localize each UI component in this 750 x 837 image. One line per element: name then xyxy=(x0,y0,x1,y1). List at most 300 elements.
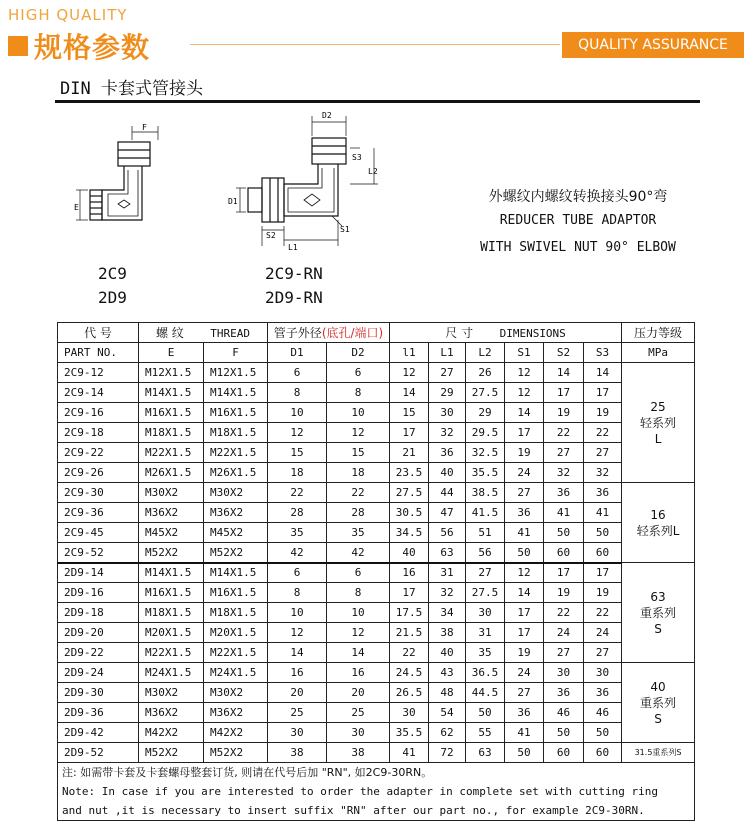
header2-cell: E xyxy=(139,343,204,363)
table-cell: 20 xyxy=(268,683,327,703)
table-cell: M30X2 xyxy=(139,483,204,503)
table-cell: M16X1.5 xyxy=(204,583,268,603)
table-cell: 51 xyxy=(466,523,505,543)
table-row xyxy=(58,743,695,763)
table-cell: 6 xyxy=(327,363,390,383)
table-row xyxy=(58,583,695,603)
part-no-cell: 2C9-52 xyxy=(58,543,139,563)
table-cell: 16 xyxy=(327,663,390,683)
table-cell: 17 xyxy=(505,603,544,623)
table-cell: M18X1.5 xyxy=(139,603,204,623)
table-cell: M26X1.5 xyxy=(139,463,204,483)
table-cell: 22 xyxy=(390,643,429,663)
table-cell: 14 xyxy=(544,363,584,383)
table-cell: 29 xyxy=(429,383,466,403)
table-cell: M30X2 xyxy=(139,683,204,703)
header-tube-od-note: (底孔/端口) xyxy=(321,326,384,340)
table-cell: 10 xyxy=(327,603,390,623)
table-row xyxy=(58,543,695,563)
table-cell: 17 xyxy=(584,383,622,403)
part-no-cell: 2C9-45 xyxy=(58,523,139,543)
table-cell: 41.5 xyxy=(466,503,505,523)
dim-label-l1: L1 xyxy=(288,243,298,252)
table-row xyxy=(58,603,695,623)
table-cell: 16 xyxy=(268,663,327,683)
pressure-group-cell xyxy=(622,563,695,663)
part-no-cell: 2C9-14 xyxy=(58,383,139,403)
table-cell: 41 xyxy=(544,503,584,523)
table-cell: 8 xyxy=(327,583,390,603)
spec-table xyxy=(57,322,695,821)
header2-cell: L1 xyxy=(429,343,466,363)
part-no-cell: 2D9-36 xyxy=(58,703,139,723)
part-no-cell: 2C9-30 xyxy=(58,483,139,503)
table-cell: 60 xyxy=(584,543,622,563)
table-cell: 60 xyxy=(544,543,584,563)
table-row xyxy=(58,703,695,723)
header2-cell: MPa xyxy=(622,343,695,363)
table-cell: 27 xyxy=(505,483,544,503)
table-cell: 26 xyxy=(466,363,505,383)
table-cell: 17 xyxy=(584,563,622,583)
table-cell: 31 xyxy=(429,563,466,583)
table-cell: 32 xyxy=(584,463,622,483)
dim-label-s1: S1 xyxy=(340,225,350,234)
table-cell: M42X2 xyxy=(204,723,268,743)
table-cell: 36 xyxy=(544,483,584,503)
pressure-line: 16 xyxy=(650,507,666,522)
table-cell: 24 xyxy=(505,663,544,683)
table-cell: 18 xyxy=(327,463,390,483)
table-row xyxy=(58,423,695,443)
table-cell: 15 xyxy=(327,443,390,463)
table-cell: 41 xyxy=(584,503,622,523)
table-cell: 50 xyxy=(466,703,505,723)
pressure-line: 轻系列L xyxy=(636,523,680,538)
table-cell: M52X2 xyxy=(139,743,204,763)
table-cell: 60 xyxy=(584,743,622,763)
elbow-drawing-right xyxy=(228,108,388,253)
description-cn: 外螺纹内螺纹转换接头90°弯 xyxy=(488,189,668,205)
table-row xyxy=(58,643,695,663)
table-cell: 23.5 xyxy=(390,463,429,483)
table-cell: M45X2 xyxy=(139,523,204,543)
table-cell: 14 xyxy=(390,383,429,403)
table-cell: 60 xyxy=(544,743,584,763)
section-subtitle: DIN 卡套式管接头 xyxy=(60,79,203,99)
part-no-cell: 2C9-12 xyxy=(58,363,139,383)
part-no-cell: 2D9-20 xyxy=(58,623,139,643)
header2-cell: L2 xyxy=(466,343,505,363)
table-cell: 27 xyxy=(584,443,622,463)
table-cell: 35.5 xyxy=(390,723,429,743)
table-cell: 38 xyxy=(429,623,466,643)
table-row xyxy=(58,463,695,483)
table-cell: 36 xyxy=(544,683,584,703)
table-row xyxy=(58,483,695,503)
table-cell: 41 xyxy=(505,523,544,543)
table-cell: 46 xyxy=(584,703,622,723)
part-no-cell: 2C9-18 xyxy=(58,423,139,443)
table-cell: 44 xyxy=(429,483,466,503)
part-no-cell: 2C9-16 xyxy=(58,403,139,423)
part-no-cell: 2C9-22 xyxy=(58,443,139,463)
table-cell: 28 xyxy=(327,503,390,523)
pressure-line: 31.5重系列S xyxy=(634,747,682,757)
description-en-2: WITH SWIVEL NUT 90° ELBOW xyxy=(480,240,676,255)
table-cell: 6 xyxy=(268,363,327,383)
quality-badge: QUALITY ASSURANCE xyxy=(562,32,744,58)
part-no-cell: 2C9-36 xyxy=(58,503,139,523)
table-cell: M24X1.5 xyxy=(204,663,268,683)
table-row xyxy=(58,523,695,543)
table-cell: M36X2 xyxy=(204,503,268,523)
table-cell: 12 xyxy=(327,423,390,443)
pressure-line: 重系列 xyxy=(640,695,677,710)
table-cell: M14X1.5 xyxy=(204,563,268,583)
table-cell: 34.5 xyxy=(390,523,429,543)
table-row xyxy=(58,663,695,683)
part-no-cell: 2C9-26 xyxy=(58,463,139,483)
table-cell: 27 xyxy=(466,563,505,583)
part-no-cell: 2D9-30 xyxy=(58,683,139,703)
page-title xyxy=(8,26,150,66)
table-cell: 35.5 xyxy=(466,463,505,483)
table-cell: 35 xyxy=(466,643,505,663)
table-cell: 50 xyxy=(584,523,622,543)
table-cell: 18 xyxy=(268,463,327,483)
table-cell: 24.5 xyxy=(390,663,429,683)
dim-label-f: F xyxy=(142,123,147,132)
table-cell: 30.5 xyxy=(390,503,429,523)
table-cell: 6 xyxy=(268,563,327,583)
note-note-cn: 注: 如需带卡套及卡套螺母整套订货, 则请在代号后加 "RN", 如2C9-30RN。 xyxy=(58,763,695,783)
table-cell: 12 xyxy=(390,363,429,383)
table-cell: 38 xyxy=(268,743,327,763)
table-cell: M36X2 xyxy=(204,703,268,723)
table-cell: 17 xyxy=(544,563,584,583)
table-cell: 36 xyxy=(505,703,544,723)
table-cell: 41 xyxy=(505,723,544,743)
table-cell: 15 xyxy=(268,443,327,463)
table-cell: 50 xyxy=(505,743,544,763)
pressure-group-cell xyxy=(622,363,695,483)
table-cell: 54 xyxy=(429,703,466,723)
header2-cell: S1 xyxy=(505,343,544,363)
dim-label-d1: D1 xyxy=(228,197,238,206)
table-cell: M18X1.5 xyxy=(204,423,268,443)
table-header-row-1 xyxy=(58,323,695,343)
table-cell: 22 xyxy=(544,603,584,623)
table-cell: 22 xyxy=(544,423,584,443)
table-cell: 17 xyxy=(505,423,544,443)
table-cell: M42X2 xyxy=(139,723,204,743)
table-cell: 12 xyxy=(505,383,544,403)
table-cell: 12 xyxy=(268,423,327,443)
table-row xyxy=(58,363,695,383)
table-cell: 40 xyxy=(390,543,429,563)
table-cell: 10 xyxy=(327,403,390,423)
table-cell: 50 xyxy=(544,723,584,743)
dim-label-e: E xyxy=(74,203,79,212)
table-cell: 40 xyxy=(429,643,466,663)
table-header-row-2 xyxy=(58,343,695,363)
table-cell: 32.5 xyxy=(466,443,505,463)
table-cell: 30 xyxy=(390,703,429,723)
table-cell: M14X1.5 xyxy=(139,563,204,583)
header2-cell: l1 xyxy=(390,343,429,363)
pressure-line: L xyxy=(654,431,662,446)
table-cell: 10 xyxy=(268,403,327,423)
table-cell: 17 xyxy=(544,383,584,403)
table-cell: M52X2 xyxy=(204,743,268,763)
code-label-2c9-rn: 2C9-RN xyxy=(265,264,323,283)
table-cell: 25 xyxy=(327,703,390,723)
table-cell: 17 xyxy=(505,623,544,643)
header2-cell: D2 xyxy=(327,343,390,363)
table-cell: M16X1.5 xyxy=(139,403,204,423)
table-cell: 36 xyxy=(505,503,544,523)
page-title-text: 规格参数 xyxy=(34,31,151,64)
table-cell: 34 xyxy=(429,603,466,623)
title-square-icon xyxy=(8,36,28,56)
table-cell: 32 xyxy=(429,583,466,603)
table-cell: 20 xyxy=(327,683,390,703)
part-no-cell: 2D9-42 xyxy=(58,723,139,743)
table-cell: 48 xyxy=(429,683,466,703)
table-cell: 30 xyxy=(466,603,505,623)
table-cell: 19 xyxy=(544,583,584,603)
table-cell: 14 xyxy=(268,643,327,663)
table-cell: 8 xyxy=(268,383,327,403)
table-cell: 31 xyxy=(466,623,505,643)
table-cell: 22 xyxy=(268,483,327,503)
table-cell: 38 xyxy=(327,743,390,763)
table-cell: 8 xyxy=(268,583,327,603)
header-dimensions: 尺 寸 DIMENSIONS xyxy=(390,323,622,343)
table-cell: 17 xyxy=(390,583,429,603)
table-cell: 29.5 xyxy=(466,423,505,443)
table-cell: M22X1.5 xyxy=(204,443,268,463)
table-cell: 30 xyxy=(327,723,390,743)
table-cell: 19 xyxy=(505,643,544,663)
table-row xyxy=(58,723,695,743)
table-cell: 27 xyxy=(505,683,544,703)
part-no-cell: 2D9-18 xyxy=(58,603,139,623)
pressure-line: 重系列 xyxy=(640,605,677,620)
pressure-line: 轻系列 xyxy=(640,415,677,430)
table-cell: 6 xyxy=(327,563,390,583)
table-cell: 15 xyxy=(390,403,429,423)
table-cell: 22 xyxy=(584,603,622,623)
table-cell: 26.5 xyxy=(390,683,429,703)
part-no-cell: 2D9-14 xyxy=(58,563,139,583)
header-divider xyxy=(190,44,560,45)
table-cell: 27.5 xyxy=(466,383,505,403)
header-tag: HIGH QUALITY xyxy=(8,6,128,24)
header2-cell: D1 xyxy=(268,343,327,363)
section-rule xyxy=(55,100,700,103)
note-row xyxy=(58,801,695,821)
table-cell: 27.5 xyxy=(466,583,505,603)
table-cell: M20X1.5 xyxy=(139,623,204,643)
table-cell: 24 xyxy=(584,623,622,643)
code-label-2d9-rn: 2D9-RN xyxy=(265,288,323,307)
table-cell: 50 xyxy=(544,523,584,543)
table-cell: 32 xyxy=(544,463,584,483)
code-label-2d9: 2D9 xyxy=(98,288,127,307)
table-cell: 19 xyxy=(544,403,584,423)
dim-label-s2: S2 xyxy=(266,231,276,240)
table-row xyxy=(58,403,695,423)
table-cell: 17 xyxy=(390,423,429,443)
table-cell: 41 xyxy=(390,743,429,763)
dim-label-s3: S3 xyxy=(352,153,362,162)
table-cell: M18X1.5 xyxy=(204,603,268,623)
table-cell: 43 xyxy=(429,663,466,683)
part-no-cell: 2D9-22 xyxy=(58,643,139,663)
note-row xyxy=(58,763,695,783)
table-cell: 36 xyxy=(584,483,622,503)
pressure-line: 63 xyxy=(650,589,666,604)
table-cell: 38.5 xyxy=(466,483,505,503)
table-row xyxy=(58,503,695,523)
table-cell: 47 xyxy=(429,503,466,523)
table-cell: 12 xyxy=(505,563,544,583)
table-cell: M30X2 xyxy=(204,483,268,503)
table-cell: 21.5 xyxy=(390,623,429,643)
table-cell: 29 xyxy=(466,403,505,423)
table-cell: 14 xyxy=(505,583,544,603)
table-cell: 28 xyxy=(268,503,327,523)
table-cell: M14X1.5 xyxy=(139,383,204,403)
dim-label-l2: L2 xyxy=(368,167,378,176)
pressure-line: S xyxy=(654,621,662,636)
table-cell: M12X1.5 xyxy=(204,363,268,383)
table-cell: M22X1.5 xyxy=(204,643,268,663)
table-row xyxy=(58,563,695,583)
table-cell: 24 xyxy=(505,463,544,483)
table-cell: M52X2 xyxy=(204,543,268,563)
table-row xyxy=(58,683,695,703)
table-cell: 56 xyxy=(429,523,466,543)
table-cell: 50 xyxy=(505,543,544,563)
table-cell: 27 xyxy=(544,643,584,663)
code-label-2c9: 2C9 xyxy=(98,264,127,283)
table-cell: M14X1.5 xyxy=(204,383,268,403)
table-cell: 14 xyxy=(584,363,622,383)
header2-cell: S3 xyxy=(584,343,622,363)
table-cell: M20X1.5 xyxy=(204,623,268,643)
pressure-group-cell xyxy=(622,483,695,563)
table-cell: 14 xyxy=(327,643,390,663)
table-cell: 30 xyxy=(544,663,584,683)
table-cell: 36 xyxy=(584,683,622,703)
table-cell: 36.5 xyxy=(466,663,505,683)
table-cell: 36 xyxy=(429,443,466,463)
table-cell: 30 xyxy=(584,663,622,683)
table-cell: 40 xyxy=(429,463,466,483)
table-cell: M26X1.5 xyxy=(204,463,268,483)
pressure-line: 40 xyxy=(650,679,666,694)
table-cell: 63 xyxy=(429,543,466,563)
part-no-cell: 2D9-16 xyxy=(58,583,139,603)
table-cell: 35 xyxy=(268,523,327,543)
header-thread: 螺 纹 THREAD xyxy=(139,323,268,343)
pressure-line: 25 xyxy=(650,399,666,414)
table-cell: 50 xyxy=(584,723,622,743)
table-cell: 19 xyxy=(584,583,622,603)
table-cell: 10 xyxy=(268,603,327,623)
table-cell: M16X1.5 xyxy=(204,403,268,423)
pressure-group-cell xyxy=(622,663,695,743)
table-cell: M18X1.5 xyxy=(139,423,204,443)
table-cell: M45X2 xyxy=(204,523,268,543)
table-cell: M22X1.5 xyxy=(139,443,204,463)
table-cell: 35 xyxy=(327,523,390,543)
note-note-en2: and nut ,it is necessary to insert suffix "RN" after our part no., for example 2C9-30RN. xyxy=(58,801,695,821)
header-tube-od: 管子外径(底孔/端口) xyxy=(268,323,390,343)
table-row xyxy=(58,443,695,463)
table-cell: 30 xyxy=(429,403,466,423)
table-cell: 12 xyxy=(505,363,544,383)
table-cell: 27 xyxy=(544,443,584,463)
table-row xyxy=(58,383,695,403)
table-cell: 62 xyxy=(429,723,466,743)
table-cell: 63 xyxy=(466,743,505,763)
table-cell: M36X2 xyxy=(139,503,204,523)
note-row xyxy=(58,782,695,801)
table-cell: 27.5 xyxy=(390,483,429,503)
table-cell: 19 xyxy=(584,403,622,423)
table-cell: M52X2 xyxy=(139,543,204,563)
table-cell: 42 xyxy=(327,543,390,563)
table-cell: 24 xyxy=(544,623,584,643)
table-cell: 22 xyxy=(584,423,622,443)
table-cell: 19 xyxy=(505,443,544,463)
table-cell: 17.5 xyxy=(390,603,429,623)
part-no-cell: 2D9-24 xyxy=(58,663,139,683)
header2-cell: F xyxy=(204,343,268,363)
table-cell: M22X1.5 xyxy=(139,643,204,663)
pressure-group-cell xyxy=(622,743,695,763)
table-cell: 27 xyxy=(584,643,622,663)
table-cell: M12X1.5 xyxy=(139,363,204,383)
table-cell: 12 xyxy=(327,623,390,643)
pressure-line: S xyxy=(654,711,662,726)
table-cell: 32 xyxy=(429,423,466,443)
table-cell: 44.5 xyxy=(466,683,505,703)
table-cell: 21 xyxy=(390,443,429,463)
table-cell: M16X1.5 xyxy=(139,583,204,603)
table-cell: 25 xyxy=(268,703,327,723)
part-no-cell: 2D9-52 xyxy=(58,743,139,763)
table-cell: M24X1.5 xyxy=(139,663,204,683)
description-en-1: REDUCER TUBE ADAPTOR xyxy=(499,213,657,228)
elbow-drawing-left xyxy=(72,120,192,250)
table-cell: 30 xyxy=(268,723,327,743)
table-cell: 56 xyxy=(466,543,505,563)
header2-cell: S2 xyxy=(544,343,584,363)
table-cell: 55 xyxy=(466,723,505,743)
table-row xyxy=(58,623,695,643)
note-note-en1: Note: In case if you are interested to order the adapter in complete set with cutting ring xyxy=(58,782,695,801)
dim-label-d2: D2 xyxy=(322,111,332,120)
header-pressure: 压力等级 xyxy=(622,323,695,343)
table-cell: 22 xyxy=(327,483,390,503)
table-cell: 46 xyxy=(544,703,584,723)
table-cell: 27 xyxy=(429,363,466,383)
